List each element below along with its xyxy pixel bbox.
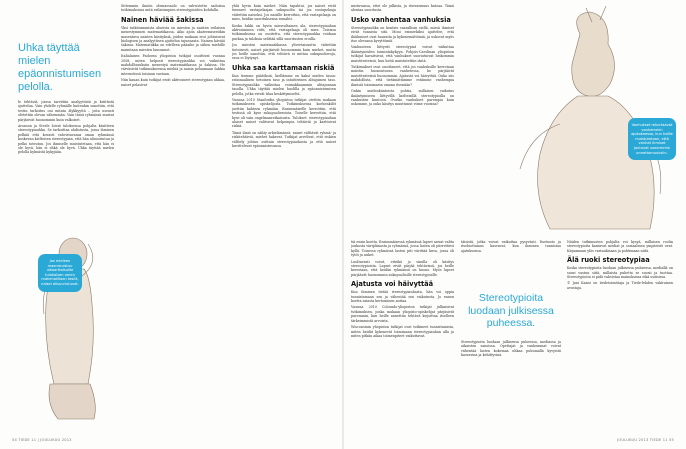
- pull-quote-right: Stereotypioita luodaan julkisessa puheessa.: [468, 292, 554, 329]
- paragraph: Sittemmin ilmiön olemassaolo on vahvistettu sadoissa tutkimuksissa mitä erilaisimpien stereotypioiden kohdalla.: [121, 4, 225, 13]
- paragraph: Niin kauan kuin tutkijat eivät aktivoineet stereotypian uhkaa, naiset pelasivat: [121, 78, 225, 87]
- paragraph: Onkin mielenkiintoista pohtia, millaisen vaikutus ikääntymiseen liittyvillä kielteisillä stereotypioilla on vanhusten kuntoon. Ovatko vanhukset parempia kuin uskomme, ja onko käsitys muuttunut viime vuosina?: [351, 89, 454, 107]
- paragraph: Italialaisen Padovan yliopiston tutkijat osoittivat vuonna 2008, miten helposti stereotypiauhka voi vaikuttaa mahdollisuuksiin menestyä matematiikassa ja šakissa. He värväsivät tutkimukseensa miehiä ja naisia pelaamaan šakkia internetissä toisiaan vastaan.: [121, 54, 225, 76]
- footer-left: 54 TIEDE 11 | JOULUKUU 2013: [12, 438, 72, 442]
- sculpture-illustration-left: [18, 214, 118, 426]
- callout-right: Vanhukset rekurtaavat vanhemmin ajokokeessa, kun hellle muistutetaan, että vanhat ihmiset joutuvat usearmmin onnettomuuksiin.: [628, 118, 676, 160]
- paragraph: le tehtäviä, joissa tarvittiin analyyttistä ja kriittistä ajattelua. Vain yhdelle ryhmälle kuitenkin sanottiin, että testin tarkoitus oni mitata älykkyyttä – joita useasti oletettiin olevan vähemmän. Vain tässä ryhmässä mustat pärjäsivät huonommin kuin valkoiset.: [18, 100, 114, 122]
- column-6-top: [461, 240, 561, 284]
- paragraph: Yksi tutkituimmista alueista on miesten ja naisten erilaisen menestyminen matematiikassa. Aiko ajoin akateemisestikin masentava naisten käsityksiä, joiden mukaan eroi johtuisivat biologisen ja analyyttisen ajattelun tajunnasta. Nainen häviää šakissa. Matematiikka on edelleen pääaihe ja siihen miehille mainitaan miesten lausunnot.: [121, 25, 225, 52]
- footer-right: JOULUKUU 2013 TIEDE 11 55: [617, 438, 674, 442]
- paragraph: yhtä hyvin kuin miehet. Näin tapahtui, jos naiset eivät tienneet vastapelaajan sukupuolta tai jos vastapelaaja väitettiin naiseksi. Jos naisille kerrottiin, että vastapelaaja on mies, heidän suorituksensa romahti.: [232, 4, 336, 22]
- paragraph: tiä ensin koetta. Ensimmäisessä ryhmässä lapset saivat valita joukosta väripliinasta ja ryhmässä, jossa lasten oli piirrettävä kyllä. Toisessa ryhmässä lasten piti värittää kuva, jossa oli tytöt ja nuket.: [351, 240, 454, 258]
- paragraph: mistuvansa, ettei ole julkista, ja itsevarmuus katoaa. Tämä alentaa suoritusta.: [351, 4, 454, 13]
- subheading: Ajatusta voi häivyttää: [351, 280, 434, 289]
- paragraph: Näiden tutkimusten pohjalta voi kysyä, millaisen roolin stereotypioita kantavat mediat ja sosiaalinen ympäristö ovat. Kirjaamaan ylös vastauksiaan ja pohtimaan niitä.: [567, 240, 673, 253]
- column-6-bottom: [461, 340, 561, 430]
- subheading: Älä ruoki stereotypiaa: [567, 256, 650, 265]
- paragraph: Aronson ja Steele loivat tuloksensa pohjalta käsitteen stereotypiauhka. Se tarkoittaa ahdistusta, jossa ihminen pelkää että kovasti vahvistavansa oman ryhmänsä koskevan kielteisen stereotypian, että hän alisuoriutuu ja pelko toteutuu. Jos ihmiselle muistutetaan, että hän ei ole hyvä, hän ei ehkä ole hyvä. Uhka täyttää mielen pelolla kylmästä kykyjään.: [18, 124, 114, 155]
- column-1-top: [18, 100, 114, 210]
- subheading: Usko vanhentaa vanhuksia: [351, 15, 451, 24]
- paragraph: Tämä ilmiö on nähty arkielämässä: naiset välttävät ryhmä- ja riskitehtäviä, miehet hakevat. Tutkijat arvelivat, että riskien välttely johtuu osittain stereotypiauhasta ja että naiset kuvittelevat epäonnistuvansa.: [232, 130, 336, 148]
- pull-quote-left: Uhka täyttää mielen epäonnistumisen pelolla.: [18, 42, 102, 93]
- column-4: [351, 4, 454, 236]
- paragraph: Wisconsinin yliopiston tutkijat ovat tutkineet tunnistamista, miten heidät kykenevät toimimaan stereotypiauhan alla ja miten pitkän aikaa toimenpiteet vaikuttavat.: [351, 325, 454, 338]
- paragraph: Kun tiemme päätöksiä, kiellämme on kaksi mielen tasoa: rationaalinen tietoinen taso ja intuitiivinen alitajuinen taso. Stereotypiauhka vaikuttaa voimakkaammin alitajunnan tasolla. Uhka täyttää mielen huolilla ja epäonnistumisen pelolla, jotka vievät tilaa keskittymiseltä.: [232, 73, 336, 96]
- callout-left: Jos mieleen maanmuistuu ulkoarttaisuille tulokaisen omen mahenaiillaan tasilä, naisei alisuuriutuvat.: [38, 254, 82, 292]
- paragraph: Jos miesten matematiikassa ylivertaisuutta väitettiin tietoisesti, naiset pärjäsivät huonommin kuin miehet, mutta jos heille sanottiin, että tehtävä ei mittaa sukupuolieroja, eroa ei löytynyt.: [232, 43, 336, 61]
- column-3: [232, 4, 336, 429]
- byline: © Jani Kaaro on tiedetoimittaja ja Tiede-lehden vakituinen avustaja.: [567, 281, 673, 290]
- paragraph: Stereotypiauhka on kenties vaarallisin siellä, missä ihmiset eivät tunnista sitä. Moni esimerkiksi ajattelee, että ikäihmiset ovat hauraita ja kykenemättömiä, ja uskovat myös itse olevansa kyvyttömiä.: [351, 25, 454, 44]
- page-gutter: [342, 0, 344, 449]
- column-5: [351, 240, 454, 430]
- subheading: Uhka saa karttamaan riskiä: [232, 63, 335, 72]
- paragraph: Tutkimukset ovat osoittaneet, että jos vanhuksille kerrotaan muistin huonontuvan vanhetessa, he pärjäävät muistitesteissä huonommin. Ajatusta voi häivyttää. Onko siis mahdollista, että tietämättämme estämme vanhempia ihmisiä toimimasta omana itsenään?: [351, 65, 454, 87]
- paragraph: Vuonna 2010 Stanfordin yliopiston tutkijat otettiin mukaan tutkimukseen opiskelijoita. Tutkimuksessa koehenkilöt jaettiin kahteen ryhmään. Ensimmäiselle kerrottiin, että testissä oli kyse sukupuolieroista. Toiselle kerrottiin, että kyse oli vain ongelmanratkaisusta. Tulokset: stereotypiauhan alaiset naiset valitsivat helpompia tehtäviä ja karttoivat riskiä.: [232, 97, 336, 129]
- paragraph: Koska stereotypioita luodaan julkisessa puheessa, mediallä on suuri vastuu siitä, millaista puhetta se suosii ja tuottaa. Stereotypioita ei pidä vahvistaa mainoksissa eikä uutisissa.: [567, 266, 673, 280]
- paragraph: Luultavasti voisit, etteikö jo sinulla oli käsitys stereotypioista. Lapset eivät pärjää tehtävissä, jos heille kerrotaan, että heidän ryhmänsä on huono. Myös lapset pärjäävät huonommin sukupuolisille stereotypioille.: [351, 259, 454, 277]
- paragraph: Koska šakki on hyvin miesvaltainen ala, stereotypiauhan aktivoiminen riitti, että vastapelaaja oli mies. Toisissa tutkimuksissa on osoitettu, että stereotypiauhka voidaan purkaa ja tuloksia selittää sillä suoritusten eroilla.: [232, 23, 336, 41]
- paragraph: Stereotypioita luodaan julkisessa puheessa, mediassa ja aikuisten sanoissa. Opettajat ja vanhemmat voivat vähentää lasten kokemaa uhkaa puhumalla kyvyistä kasvavina ja kehittyvinä.: [461, 340, 561, 358]
- paragraph: Vanhuuteen liittyvät stereotypiat voivat vaikuttaa ikääntyneiden toimintakykyyn. Pohjois-Carolinan yliopiston tutkijat havaitsivat, että vanhukset suoriutuivat heikommin muistitesteissä, kun heitä muistutettiin iästä.: [351, 45, 454, 63]
- figure-sculpture-left: [18, 214, 118, 426]
- paragraph: Kun ihminen tietää stereotypiauhasta, hän voi oppia tunnistamaan sen ja vähentää sen vaikutusta. Jo ennen koetta asiasta kertominen auttaa.: [351, 290, 454, 304]
- paragraph: Vuonna 2010 Colorado-yliopiston tutkijat julkaisivat tutkimuksen, jonka mukaan yliopisto-opiskelijat pärjäsivät paremmin, kun heille annettiin tehtävä kirjoittaa itselleen tärkeimmistä arvoista.: [351, 305, 454, 323]
- subheading: Nainen häviää šakissa: [121, 15, 204, 24]
- column-2: [121, 4, 225, 429]
- column-7: [567, 240, 673, 430]
- paragraph: täisistä, jotka voivat vaikuttaa pysyvästi. Itsetunto ja itseluottamus kasvavat, kun ihminen tunnistaa ajatuksensa.: [461, 240, 561, 253]
